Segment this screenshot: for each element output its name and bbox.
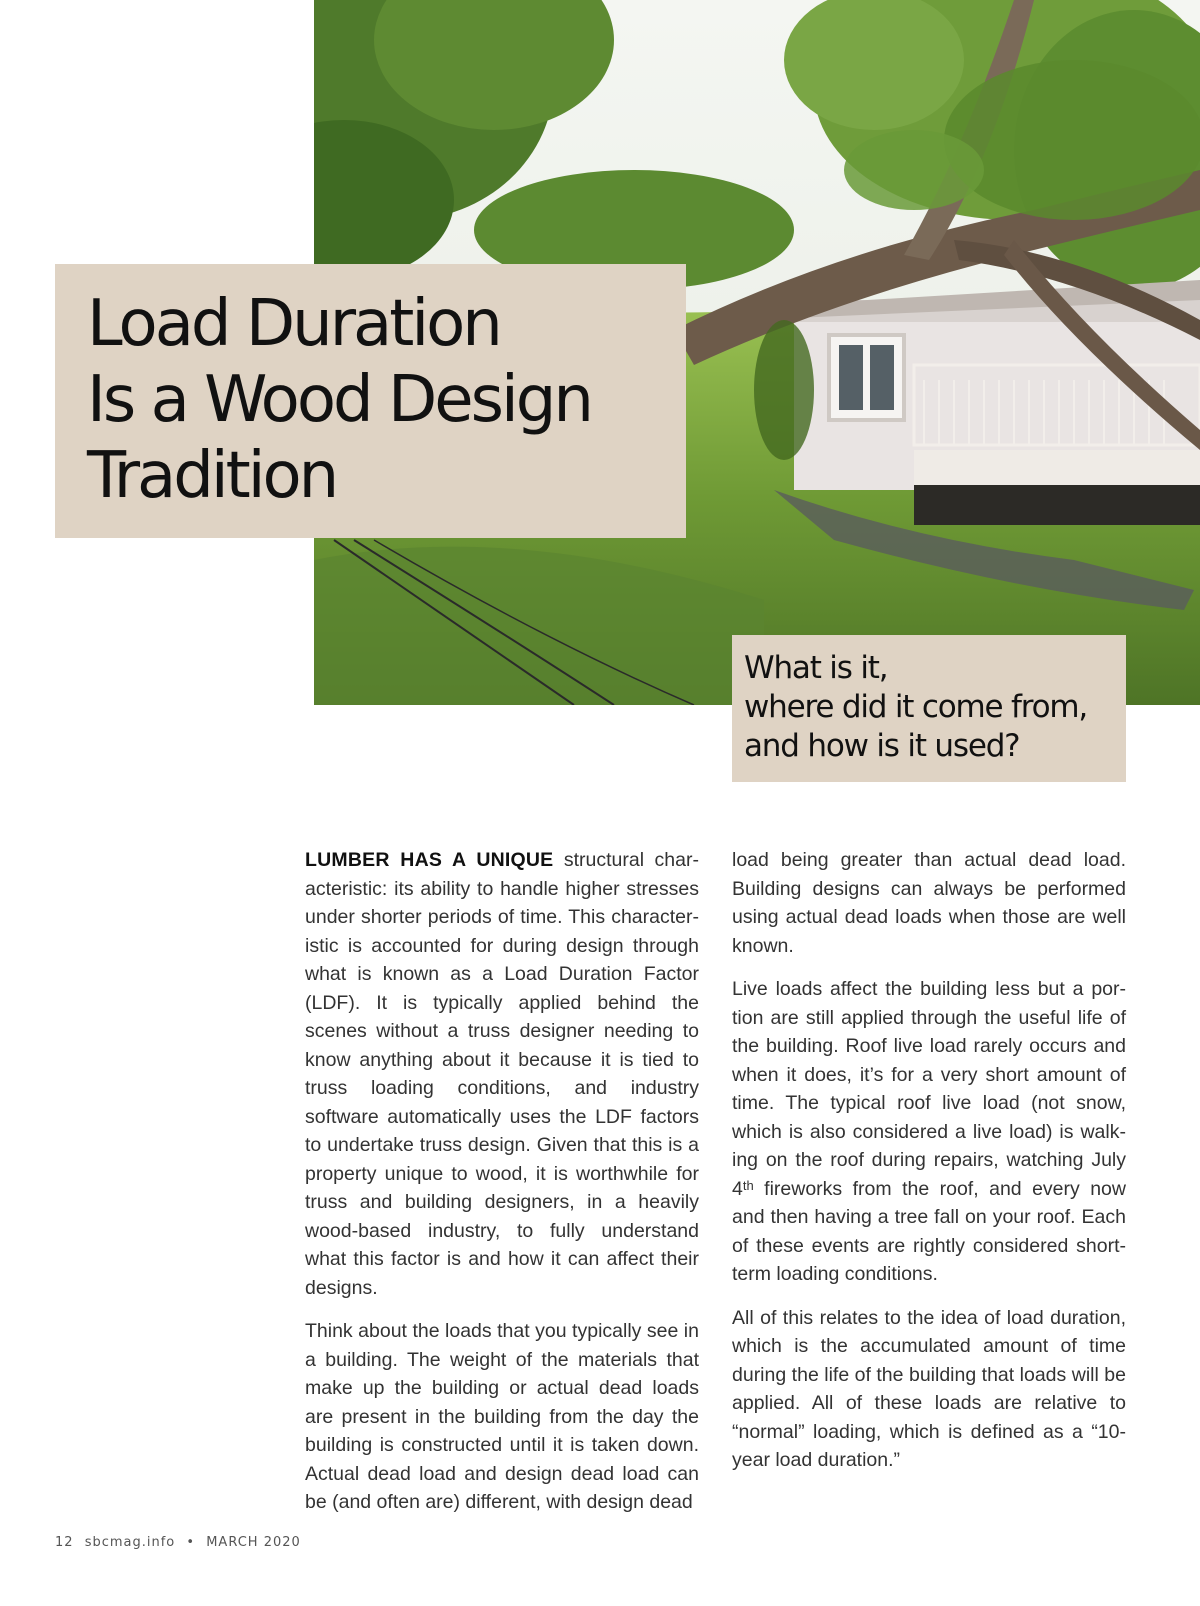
footer-bullet: • <box>186 1535 196 1550</box>
site-link[interactable]: sbcmag.info <box>84 1535 176 1550</box>
body-column-right <box>732 846 1126 1490</box>
title-line-1: Load Duration <box>87 287 500 361</box>
paragraph: load being greater than actual dead load. Building designs can always be performed using actual dead loads when those are well known. <box>732 849 1126 957</box>
page-footer <box>55 1535 307 1550</box>
paragraph-text: Live loads affect the building less but a portion are still applied through the useful life of the building. Roof live load rarely occurs and when it does, it’s for a very short amount of time. The typical roof live load (not snow, which is also considered a live load) is walking on the roof during repairs, watching July 4 <box>732 978 1126 1200</box>
ordinal-suffix: th <box>742 1177 754 1193</box>
body-column-left <box>305 846 699 1532</box>
page-number: 12 <box>55 1535 74 1550</box>
article-subtitle <box>744 649 1126 766</box>
title-line-3: Tradition <box>87 439 337 513</box>
paragraph <box>732 975 1126 1289</box>
issue-date: MARCH 2020 <box>206 1535 301 1550</box>
paragraph: Think about the loads that you typically see in a building. The weight of the materials that make up the building or actual dead loads are present in the building from the day the building is constructed until it is taken down. Actual dead load and design dead load can be (and often are) different, with design dead <box>305 1320 699 1513</box>
subtitle-line-1: What is it, <box>744 650 888 686</box>
paragraph-text: structural characteristic: its ability to handle higher stresses under shorter periods of time. This characteristic is accounted for during design through what is known as a Load Duration Factor (LDF). It is typically applied behind the scenes without a truss designer needing to know anything about it because it is tied to truss loading conditions, and industry software automatically uses the LDF factors to undertake truss design. Given that this is a property unique to wood, it is worthwhile for truss and building designers, in a heavily wood-based industry, to fully understand what this factor is and how it can affect their designs. <box>305 849 699 1299</box>
subtitle-box <box>732 635 1126 782</box>
title-box <box>55 264 686 538</box>
paragraph: All of this relates to the idea of load duration, which is the accumulated amount of time during the life of the building that loads will be applied. All of these loads are relative to “normal” loading, which is defined as a “10-year load duration.” <box>732 1306 1126 1471</box>
title-line-2: Is a Wood Design <box>87 363 591 437</box>
article-title <box>87 286 686 514</box>
subtitle-line-2: where did it come from, <box>744 689 1088 725</box>
subtitle-line-3: and how is it used? <box>744 728 1020 764</box>
paragraph-text: fireworks from the roof, and every now and then having a tree fall on your roof. Each of these events are rightly considered short-term loading conditions. <box>732 1177 1126 1285</box>
lead-in: LUMBER HAS A UNIQUE <box>305 849 554 871</box>
paragraph <box>305 846 699 1302</box>
